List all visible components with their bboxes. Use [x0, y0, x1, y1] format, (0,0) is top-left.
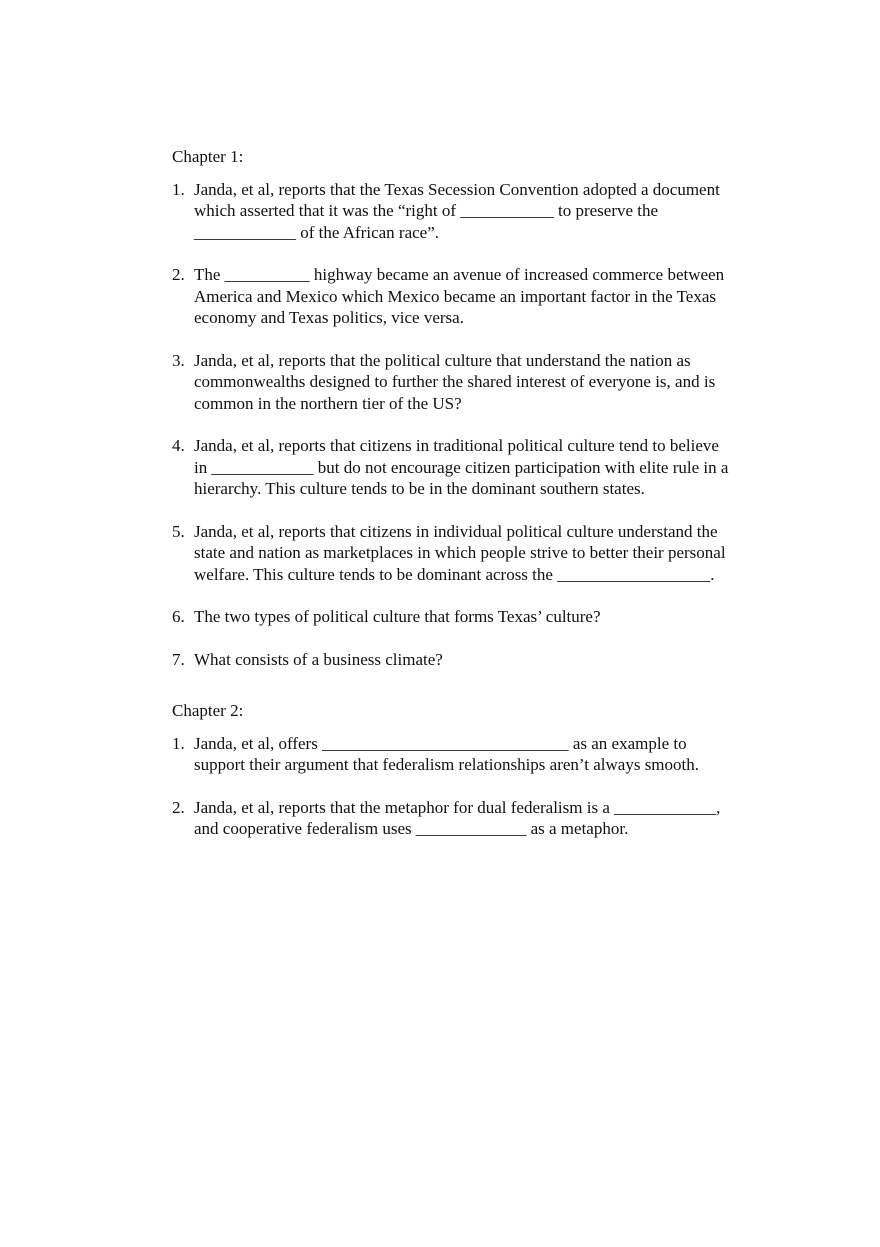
question-item: [172, 733, 732, 776]
question-text: The two types of political culture that forms Texas’ culture?: [194, 607, 601, 626]
question-item: [172, 649, 732, 671]
chapter-heading: Chapter 1:: [172, 147, 244, 166]
question-number: 2.: [172, 797, 185, 817]
question-number: 6.: [172, 607, 185, 626]
question-number: 2.: [172, 265, 185, 284]
question-list: [172, 733, 732, 840]
question-text: Janda, et al, reports that citizens in individual political culture understand the state and nation as marketplaces in which people strive to better their personal welfare. This culture tends to be dominant across the __________________.: [194, 521, 726, 584]
question-text: Janda, et al, offers _____________________________ as an example to support their argument that federalism relationships aren’t always smooth.: [194, 733, 700, 774]
question-number: 1.: [172, 179, 185, 199]
question-number: 4.: [172, 436, 185, 455]
document-page: [172, 146, 732, 861]
question-text: Janda, et al, reports that the Texas Secession Convention adopted a document which asserted that it was the “right of ___________ to preserve the ____________ of the African race”.: [194, 179, 720, 242]
question-text: The __________ highway became an avenue of increased commerce between America and Mexico which Mexico became an important factor in the Texas economy and Texas politics, vice versa.: [194, 265, 725, 327]
question-list: [172, 179, 732, 671]
question-item: [172, 797, 732, 840]
question-number: 7.: [172, 649, 185, 669]
question-item: [172, 179, 732, 244]
question-number: 3.: [172, 350, 185, 370]
question-item: [172, 606, 732, 628]
question-item: [172, 435, 732, 500]
chapter-2-section: [172, 700, 732, 840]
question-item: [172, 264, 732, 329]
question-number: 5.: [172, 521, 185, 541]
question-item: [172, 350, 732, 415]
question-text: Janda, et al, reports that citizens in traditional political culture tend to believe in ____________ but do not encourage citizen participation with elite rule in a hierarchy. This culture tends to be in the dominant southern states.: [194, 436, 729, 498]
question-text: Janda, et al, reports that the metaphor for dual federalism is a ____________, and cooperative federalism uses _____________ as a metaphor.: [194, 797, 721, 838]
question-text: What consists of a business climate?: [194, 649, 443, 669]
chapter-heading: Chapter 2:: [172, 701, 244, 720]
question-text: Janda, et al, reports that the political culture that understand the nation as commonwealths designed to further the shared interest of everyone is, and is common in the northern tier of the US?: [194, 350, 716, 413]
chapter-1-section: [172, 146, 732, 670]
question-item: [172, 521, 732, 586]
question-number: 1.: [172, 733, 185, 753]
